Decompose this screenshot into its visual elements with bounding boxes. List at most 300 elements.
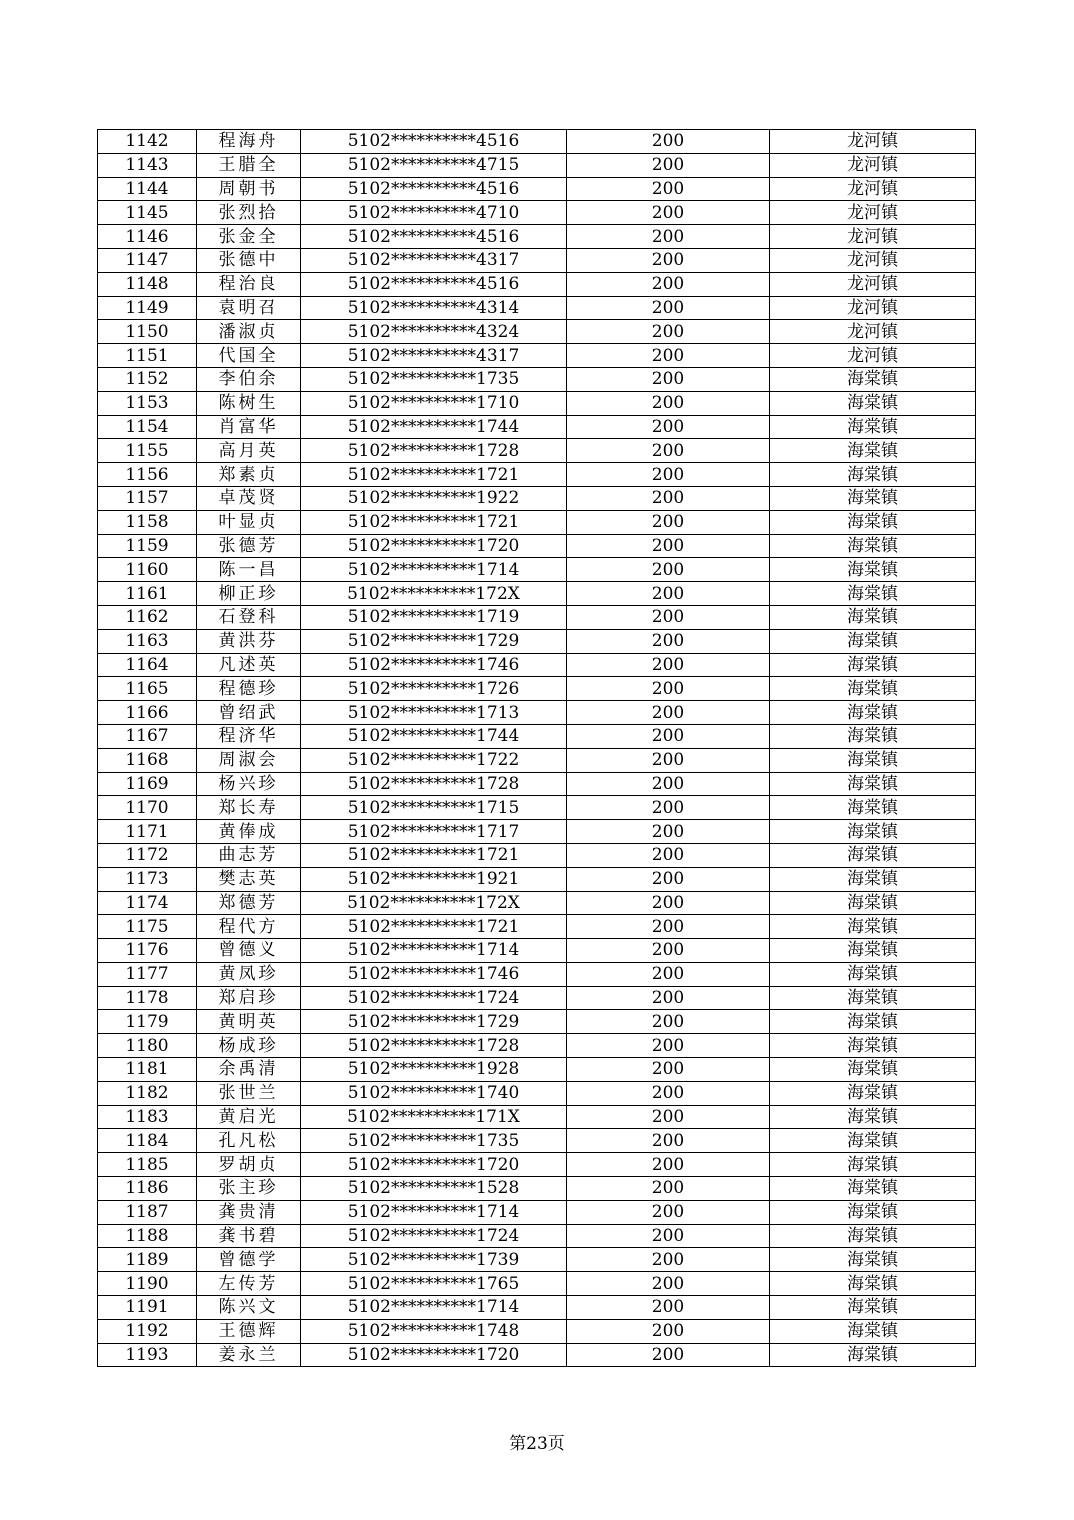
name-cell: 黄洪芬 bbox=[197, 629, 301, 653]
id-number-cell: 5102**********1715 bbox=[301, 796, 567, 820]
table-row bbox=[98, 344, 976, 368]
row-number-cell: 1168 bbox=[98, 748, 197, 772]
amount-cell: 200 bbox=[567, 463, 770, 487]
row-number-cell: 1170 bbox=[98, 796, 197, 820]
name-cell: 龚贵清 bbox=[197, 1200, 301, 1224]
town-cell: 海棠镇 bbox=[770, 677, 976, 701]
row-number-cell: 1171 bbox=[98, 820, 197, 844]
row-number-cell: 1193 bbox=[98, 1343, 197, 1367]
row-number-cell: 1158 bbox=[98, 510, 197, 534]
id-number-cell: 5102**********1728 bbox=[301, 1034, 567, 1058]
amount-cell: 200 bbox=[567, 1010, 770, 1034]
row-number-cell: 1176 bbox=[98, 939, 197, 963]
town-cell: 海棠镇 bbox=[770, 915, 976, 939]
table-row bbox=[98, 820, 976, 844]
name-cell: 张德中 bbox=[197, 248, 301, 272]
row-number-cell: 1179 bbox=[98, 1010, 197, 1034]
row-number-cell: 1164 bbox=[98, 653, 197, 677]
id-number-cell: 5102**********1714 bbox=[301, 1296, 567, 1320]
row-number-cell: 1188 bbox=[98, 1224, 197, 1248]
row-number-cell: 1143 bbox=[98, 153, 197, 177]
row-number-cell: 1181 bbox=[98, 1058, 197, 1082]
name-cell: 陈树生 bbox=[197, 391, 301, 415]
amount-cell: 200 bbox=[567, 1153, 770, 1177]
amount-cell: 200 bbox=[567, 1200, 770, 1224]
row-number-cell: 1184 bbox=[98, 1129, 197, 1153]
table-row bbox=[98, 248, 976, 272]
amount-cell: 200 bbox=[567, 367, 770, 391]
table-row bbox=[98, 653, 976, 677]
name-cell: 郑启珍 bbox=[197, 986, 301, 1010]
beneficiary-table bbox=[97, 129, 976, 1367]
town-cell: 海棠镇 bbox=[770, 1248, 976, 1272]
town-cell: 海棠镇 bbox=[770, 1058, 976, 1082]
amount-cell: 200 bbox=[567, 605, 770, 629]
table-row bbox=[98, 153, 976, 177]
town-cell: 海棠镇 bbox=[770, 1319, 976, 1343]
table-row bbox=[98, 272, 976, 296]
amount-cell: 200 bbox=[567, 225, 770, 249]
table-row bbox=[98, 534, 976, 558]
row-number-cell: 1161 bbox=[98, 582, 197, 606]
id-number-cell: 5102**********4516 bbox=[301, 130, 567, 154]
row-number-cell: 1183 bbox=[98, 1105, 197, 1129]
row-number-cell: 1169 bbox=[98, 772, 197, 796]
table-row bbox=[98, 891, 976, 915]
town-cell: 海棠镇 bbox=[770, 1010, 976, 1034]
town-cell: 海棠镇 bbox=[770, 1224, 976, 1248]
town-cell: 龙河镇 bbox=[770, 272, 976, 296]
amount-cell: 200 bbox=[567, 130, 770, 154]
table-row bbox=[98, 1319, 976, 1343]
town-cell: 龙河镇 bbox=[770, 248, 976, 272]
amount-cell: 200 bbox=[567, 772, 770, 796]
town-cell: 海棠镇 bbox=[770, 939, 976, 963]
name-cell: 周朝书 bbox=[197, 177, 301, 201]
table-row bbox=[98, 772, 976, 796]
name-cell: 孔凡松 bbox=[197, 1129, 301, 1153]
id-number-cell: 5102**********172X bbox=[301, 891, 567, 915]
id-number-cell: 5102**********1726 bbox=[301, 677, 567, 701]
amount-cell: 200 bbox=[567, 344, 770, 368]
town-cell: 海棠镇 bbox=[770, 391, 976, 415]
amount-cell: 200 bbox=[567, 843, 770, 867]
amount-cell: 200 bbox=[567, 1296, 770, 1320]
row-number-cell: 1145 bbox=[98, 201, 197, 225]
id-number-cell: 5102**********1746 bbox=[301, 653, 567, 677]
amount-cell: 200 bbox=[567, 391, 770, 415]
amount-cell: 200 bbox=[567, 1081, 770, 1105]
amount-cell: 200 bbox=[567, 724, 770, 748]
table-row bbox=[98, 1058, 976, 1082]
id-number-cell: 5102**********4317 bbox=[301, 344, 567, 368]
amount-cell: 200 bbox=[567, 796, 770, 820]
town-cell: 海棠镇 bbox=[770, 367, 976, 391]
town-cell: 海棠镇 bbox=[770, 415, 976, 439]
name-cell: 张德芳 bbox=[197, 534, 301, 558]
table-row bbox=[98, 415, 976, 439]
row-number-cell: 1191 bbox=[98, 1296, 197, 1320]
name-cell: 曾德学 bbox=[197, 1248, 301, 1272]
row-number-cell: 1185 bbox=[98, 1153, 197, 1177]
id-number-cell: 5102**********1721 bbox=[301, 915, 567, 939]
table-row bbox=[98, 843, 976, 867]
name-cell: 潘淑贞 bbox=[197, 320, 301, 344]
table-row bbox=[98, 939, 976, 963]
amount-cell: 200 bbox=[567, 915, 770, 939]
row-number-cell: 1177 bbox=[98, 962, 197, 986]
amount-cell: 200 bbox=[567, 1105, 770, 1129]
table-row bbox=[98, 1224, 976, 1248]
row-number-cell: 1142 bbox=[98, 130, 197, 154]
town-cell: 海棠镇 bbox=[770, 1081, 976, 1105]
table-row bbox=[98, 367, 976, 391]
town-cell: 龙河镇 bbox=[770, 130, 976, 154]
id-number-cell: 5102**********1922 bbox=[301, 486, 567, 510]
name-cell: 黄明英 bbox=[197, 1010, 301, 1034]
town-cell: 海棠镇 bbox=[770, 986, 976, 1010]
amount-cell: 200 bbox=[567, 1177, 770, 1201]
id-number-cell: 5102**********1765 bbox=[301, 1272, 567, 1296]
amount-cell: 200 bbox=[567, 1129, 770, 1153]
table-row bbox=[98, 439, 976, 463]
id-number-cell: 5102**********1717 bbox=[301, 820, 567, 844]
amount-cell: 200 bbox=[567, 986, 770, 1010]
town-cell: 海棠镇 bbox=[770, 820, 976, 844]
table-row bbox=[98, 582, 976, 606]
amount-cell: 200 bbox=[567, 820, 770, 844]
town-cell: 龙河镇 bbox=[770, 296, 976, 320]
amount-cell: 200 bbox=[567, 891, 770, 915]
id-number-cell: 5102**********1720 bbox=[301, 1343, 567, 1367]
id-number-cell: 5102**********1721 bbox=[301, 510, 567, 534]
town-cell: 海棠镇 bbox=[770, 843, 976, 867]
id-number-cell: 5102**********172X bbox=[301, 582, 567, 606]
amount-cell: 200 bbox=[567, 1248, 770, 1272]
id-number-cell: 5102**********1710 bbox=[301, 391, 567, 415]
row-number-cell: 1150 bbox=[98, 320, 197, 344]
row-number-cell: 1157 bbox=[98, 486, 197, 510]
id-number-cell: 5102**********171X bbox=[301, 1105, 567, 1129]
table-body bbox=[98, 130, 976, 1367]
town-cell: 海棠镇 bbox=[770, 534, 976, 558]
town-cell: 海棠镇 bbox=[770, 748, 976, 772]
amount-cell: 200 bbox=[567, 1272, 770, 1296]
table-row bbox=[98, 177, 976, 201]
row-number-cell: 1146 bbox=[98, 225, 197, 249]
town-cell: 海棠镇 bbox=[770, 1343, 976, 1367]
row-number-cell: 1154 bbox=[98, 415, 197, 439]
table-row bbox=[98, 1296, 976, 1320]
id-number-cell: 5102**********1728 bbox=[301, 439, 567, 463]
row-number-cell: 1163 bbox=[98, 629, 197, 653]
name-cell: 程德珍 bbox=[197, 677, 301, 701]
name-cell: 张烈拾 bbox=[197, 201, 301, 225]
table-row bbox=[98, 1177, 976, 1201]
name-cell: 黄启光 bbox=[197, 1105, 301, 1129]
table-row bbox=[98, 1105, 976, 1129]
name-cell: 周淑会 bbox=[197, 748, 301, 772]
row-number-cell: 1151 bbox=[98, 344, 197, 368]
id-number-cell: 5102**********1722 bbox=[301, 748, 567, 772]
town-cell: 海棠镇 bbox=[770, 1129, 976, 1153]
amount-cell: 200 bbox=[567, 153, 770, 177]
town-cell: 海棠镇 bbox=[770, 582, 976, 606]
id-number-cell: 5102**********1729 bbox=[301, 1010, 567, 1034]
name-cell: 袁明召 bbox=[197, 296, 301, 320]
table-row bbox=[98, 986, 976, 1010]
table-row bbox=[98, 1272, 976, 1296]
name-cell: 姜永兰 bbox=[197, 1343, 301, 1367]
id-number-cell: 5102**********1928 bbox=[301, 1058, 567, 1082]
table-row bbox=[98, 225, 976, 249]
name-cell: 李伯余 bbox=[197, 367, 301, 391]
table-row bbox=[98, 962, 976, 986]
name-cell: 樊志英 bbox=[197, 867, 301, 891]
town-cell: 海棠镇 bbox=[770, 653, 976, 677]
amount-cell: 200 bbox=[567, 939, 770, 963]
amount-cell: 200 bbox=[567, 1319, 770, 1343]
table-row bbox=[98, 1153, 976, 1177]
table-row bbox=[98, 629, 976, 653]
amount-cell: 200 bbox=[567, 201, 770, 225]
town-cell: 龙河镇 bbox=[770, 320, 976, 344]
row-number-cell: 1156 bbox=[98, 463, 197, 487]
name-cell: 余禹清 bbox=[197, 1058, 301, 1082]
town-cell: 海棠镇 bbox=[770, 1153, 976, 1177]
table-row bbox=[98, 558, 976, 582]
amount-cell: 200 bbox=[567, 320, 770, 344]
name-cell: 肖富华 bbox=[197, 415, 301, 439]
row-number-cell: 1173 bbox=[98, 867, 197, 891]
id-number-cell: 5102**********1744 bbox=[301, 415, 567, 439]
id-number-cell: 5102**********1728 bbox=[301, 772, 567, 796]
amount-cell: 200 bbox=[567, 1034, 770, 1058]
id-number-cell: 5102**********1713 bbox=[301, 701, 567, 725]
town-cell: 海棠镇 bbox=[770, 1034, 976, 1058]
town-cell: 龙河镇 bbox=[770, 225, 976, 249]
id-number-cell: 5102**********1724 bbox=[301, 1224, 567, 1248]
row-number-cell: 1144 bbox=[98, 177, 197, 201]
town-cell: 龙河镇 bbox=[770, 177, 976, 201]
table-row bbox=[98, 510, 976, 534]
town-cell: 海棠镇 bbox=[770, 1296, 976, 1320]
id-number-cell: 5102**********4710 bbox=[301, 201, 567, 225]
table-row bbox=[98, 320, 976, 344]
table-row bbox=[98, 1081, 976, 1105]
table-row bbox=[98, 463, 976, 487]
name-cell: 代国全 bbox=[197, 344, 301, 368]
town-cell: 海棠镇 bbox=[770, 1177, 976, 1201]
name-cell: 高月英 bbox=[197, 439, 301, 463]
amount-cell: 200 bbox=[567, 415, 770, 439]
town-cell: 海棠镇 bbox=[770, 772, 976, 796]
amount-cell: 200 bbox=[567, 296, 770, 320]
id-number-cell: 5102**********1714 bbox=[301, 939, 567, 963]
amount-cell: 200 bbox=[567, 510, 770, 534]
id-number-cell: 5102**********4317 bbox=[301, 248, 567, 272]
amount-cell: 200 bbox=[567, 558, 770, 582]
town-cell: 海棠镇 bbox=[770, 796, 976, 820]
table-row bbox=[98, 486, 976, 510]
id-number-cell: 5102**********1721 bbox=[301, 843, 567, 867]
amount-cell: 200 bbox=[567, 486, 770, 510]
id-number-cell: 5102**********1735 bbox=[301, 1129, 567, 1153]
id-number-cell: 5102**********1729 bbox=[301, 629, 567, 653]
name-cell: 左传芳 bbox=[197, 1272, 301, 1296]
name-cell: 卓茂贤 bbox=[197, 486, 301, 510]
id-number-cell: 5102**********1528 bbox=[301, 1177, 567, 1201]
id-number-cell: 5102**********1921 bbox=[301, 867, 567, 891]
table-row bbox=[98, 796, 976, 820]
amount-cell: 200 bbox=[567, 534, 770, 558]
id-number-cell: 5102**********1714 bbox=[301, 1200, 567, 1224]
name-cell: 凡述英 bbox=[197, 653, 301, 677]
row-number-cell: 1149 bbox=[98, 296, 197, 320]
name-cell: 张世兰 bbox=[197, 1081, 301, 1105]
town-cell: 海棠镇 bbox=[770, 701, 976, 725]
amount-cell: 200 bbox=[567, 1058, 770, 1082]
name-cell: 郑素贞 bbox=[197, 463, 301, 487]
name-cell: 陈一昌 bbox=[197, 558, 301, 582]
town-cell: 海棠镇 bbox=[770, 1272, 976, 1296]
name-cell: 王德辉 bbox=[197, 1319, 301, 1343]
name-cell: 叶显贞 bbox=[197, 510, 301, 534]
row-number-cell: 1190 bbox=[98, 1272, 197, 1296]
table-row bbox=[98, 1034, 976, 1058]
id-number-cell: 5102**********1714 bbox=[301, 558, 567, 582]
amount-cell: 200 bbox=[567, 1224, 770, 1248]
name-cell: 杨兴珍 bbox=[197, 772, 301, 796]
row-number-cell: 1175 bbox=[98, 915, 197, 939]
town-cell: 海棠镇 bbox=[770, 510, 976, 534]
row-number-cell: 1166 bbox=[98, 701, 197, 725]
amount-cell: 200 bbox=[567, 629, 770, 653]
row-number-cell: 1187 bbox=[98, 1200, 197, 1224]
row-number-cell: 1180 bbox=[98, 1034, 197, 1058]
table-row bbox=[98, 391, 976, 415]
name-cell: 陈兴文 bbox=[197, 1296, 301, 1320]
row-number-cell: 1165 bbox=[98, 677, 197, 701]
name-cell: 张金全 bbox=[197, 225, 301, 249]
name-cell: 王腊全 bbox=[197, 153, 301, 177]
row-number-cell: 1174 bbox=[98, 891, 197, 915]
name-cell: 曾绍武 bbox=[197, 701, 301, 725]
town-cell: 海棠镇 bbox=[770, 724, 976, 748]
row-number-cell: 1192 bbox=[98, 1319, 197, 1343]
page-number: 第23页 bbox=[509, 1434, 565, 1454]
town-cell: 海棠镇 bbox=[770, 605, 976, 629]
row-number-cell: 1152 bbox=[98, 367, 197, 391]
name-cell: 程济华 bbox=[197, 724, 301, 748]
table-row bbox=[98, 201, 976, 225]
table-row bbox=[98, 701, 976, 725]
id-number-cell: 5102**********1748 bbox=[301, 1319, 567, 1343]
table-row bbox=[98, 724, 976, 748]
row-number-cell: 1160 bbox=[98, 558, 197, 582]
row-number-cell: 1155 bbox=[98, 439, 197, 463]
row-number-cell: 1159 bbox=[98, 534, 197, 558]
name-cell: 郑德芳 bbox=[197, 891, 301, 915]
town-cell: 海棠镇 bbox=[770, 439, 976, 463]
row-number-cell: 1178 bbox=[98, 986, 197, 1010]
name-cell: 黄俸成 bbox=[197, 820, 301, 844]
town-cell: 龙河镇 bbox=[770, 344, 976, 368]
id-number-cell: 5102**********1719 bbox=[301, 605, 567, 629]
id-number-cell: 5102**********4324 bbox=[301, 320, 567, 344]
id-number-cell: 5102**********4314 bbox=[301, 296, 567, 320]
id-number-cell: 5102**********4516 bbox=[301, 177, 567, 201]
amount-cell: 200 bbox=[567, 653, 770, 677]
id-number-cell: 5102**********4715 bbox=[301, 153, 567, 177]
beneficiary-table-container bbox=[97, 129, 975, 1367]
table-row bbox=[98, 296, 976, 320]
row-number-cell: 1167 bbox=[98, 724, 197, 748]
name-cell: 龚书碧 bbox=[197, 1224, 301, 1248]
name-cell: 柳正珍 bbox=[197, 582, 301, 606]
name-cell: 杨成珍 bbox=[197, 1034, 301, 1058]
table-row bbox=[98, 1200, 976, 1224]
name-cell: 程治良 bbox=[197, 272, 301, 296]
town-cell: 龙河镇 bbox=[770, 201, 976, 225]
name-cell: 程海舟 bbox=[197, 130, 301, 154]
town-cell: 海棠镇 bbox=[770, 1105, 976, 1129]
id-number-cell: 5102**********1721 bbox=[301, 463, 567, 487]
row-number-cell: 1182 bbox=[98, 1081, 197, 1105]
name-cell: 张主珍 bbox=[197, 1177, 301, 1201]
table-row bbox=[98, 677, 976, 701]
name-cell: 石登科 bbox=[197, 605, 301, 629]
town-cell: 海棠镇 bbox=[770, 463, 976, 487]
id-number-cell: 5102**********1735 bbox=[301, 367, 567, 391]
id-number-cell: 5102**********1724 bbox=[301, 986, 567, 1010]
row-number-cell: 1153 bbox=[98, 391, 197, 415]
row-number-cell: 1189 bbox=[98, 1248, 197, 1272]
table-row bbox=[98, 1343, 976, 1367]
id-number-cell: 5102**********4516 bbox=[301, 225, 567, 249]
id-number-cell: 5102**********1720 bbox=[301, 1153, 567, 1177]
row-number-cell: 1172 bbox=[98, 843, 197, 867]
row-number-cell: 1162 bbox=[98, 605, 197, 629]
id-number-cell: 5102**********1740 bbox=[301, 1081, 567, 1105]
town-cell: 海棠镇 bbox=[770, 891, 976, 915]
id-number-cell: 5102**********4516 bbox=[301, 272, 567, 296]
name-cell: 曾德义 bbox=[197, 939, 301, 963]
amount-cell: 200 bbox=[567, 701, 770, 725]
amount-cell: 200 bbox=[567, 1343, 770, 1367]
town-cell: 海棠镇 bbox=[770, 1200, 976, 1224]
row-number-cell: 1147 bbox=[98, 248, 197, 272]
town-cell: 海棠镇 bbox=[770, 867, 976, 891]
table-row bbox=[98, 130, 976, 154]
id-number-cell: 5102**********1739 bbox=[301, 1248, 567, 1272]
town-cell: 海棠镇 bbox=[770, 629, 976, 653]
table-row bbox=[98, 748, 976, 772]
name-cell: 黄凤珍 bbox=[197, 962, 301, 986]
amount-cell: 200 bbox=[567, 748, 770, 772]
amount-cell: 200 bbox=[567, 867, 770, 891]
table-row bbox=[98, 915, 976, 939]
town-cell: 海棠镇 bbox=[770, 962, 976, 986]
amount-cell: 200 bbox=[567, 582, 770, 606]
amount-cell: 200 bbox=[567, 439, 770, 463]
amount-cell: 200 bbox=[567, 248, 770, 272]
id-number-cell: 5102**********1720 bbox=[301, 534, 567, 558]
amount-cell: 200 bbox=[567, 962, 770, 986]
table-row bbox=[98, 1129, 976, 1153]
name-cell: 罗胡贞 bbox=[197, 1153, 301, 1177]
town-cell: 海棠镇 bbox=[770, 558, 976, 582]
